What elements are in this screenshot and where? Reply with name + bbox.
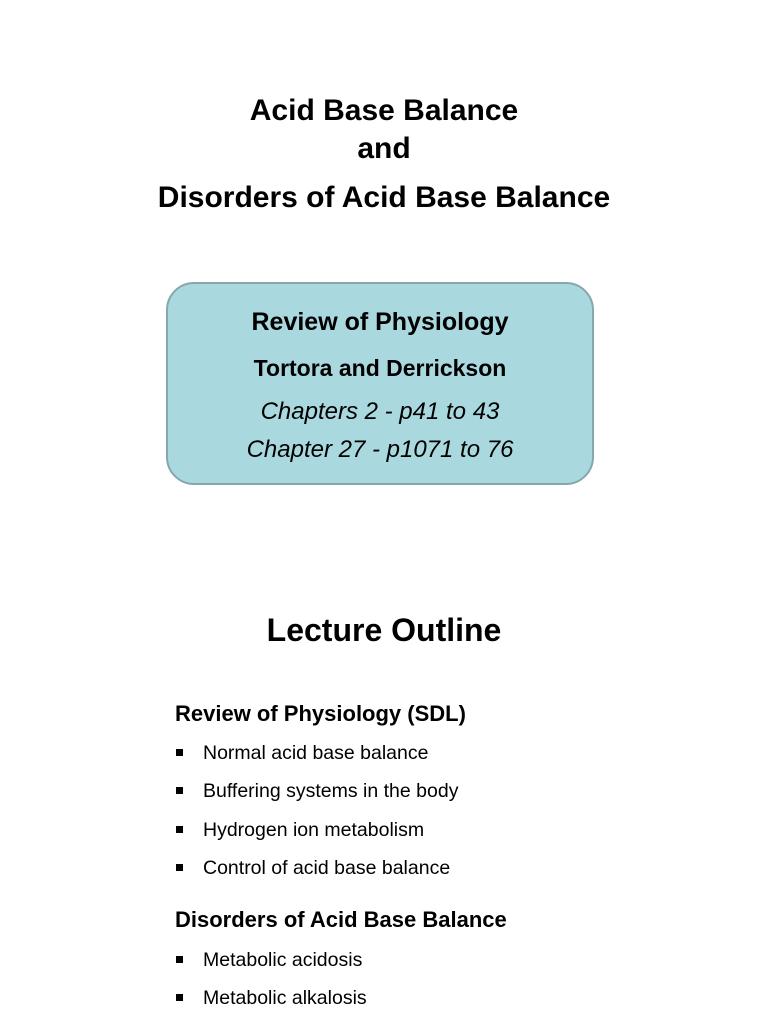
reference-authors: Tortora and Derrickson [253,355,507,381]
square-bullet-icon [176,956,183,963]
reference-heading: Review of Physiology [251,308,509,336]
title-line-1: Acid Base Balance [249,94,519,127]
square-bullet-icon [176,749,183,756]
list-item-text: Buffering systems in the body [203,780,459,803]
list-item [175,816,458,854]
list-item [175,946,367,984]
list-item [175,854,458,892]
list-item-text: Control of acid base balance [203,856,451,879]
reference-box [166,282,594,485]
square-bullet-icon [176,826,183,833]
list-item-text: Normal acid base balance [203,742,429,764]
section-heading-review: Review of Physiology (SDL) [175,701,466,726]
reference-chapter-line-2: Chapter 27 - p1071 to 76 [246,436,514,463]
bullet-list-disorders [175,946,367,1023]
square-bullet-icon [176,787,183,794]
square-bullet-icon [176,994,183,1001]
list-item [175,777,458,815]
list-item-text: Metabolic acidosis [203,949,363,971]
bullet-list-review [175,739,458,892]
outline-title: Lecture Outline [266,612,502,648]
title-line-2: and [357,132,411,165]
list-item-text: Metabolic alkalosis [203,987,367,1010]
list-item [175,984,367,1022]
section-heading-disorders: Disorders of Acid Base Balance [175,907,507,932]
reference-chapter-line-1: Chapters 2 - p41 to 43 [260,398,500,425]
list-item [175,739,458,777]
list-item-text: Hydrogen ion metabolism [203,818,425,841]
title-line-3: Disorders of Acid Base Balance [157,181,611,214]
square-bullet-icon [176,864,183,871]
